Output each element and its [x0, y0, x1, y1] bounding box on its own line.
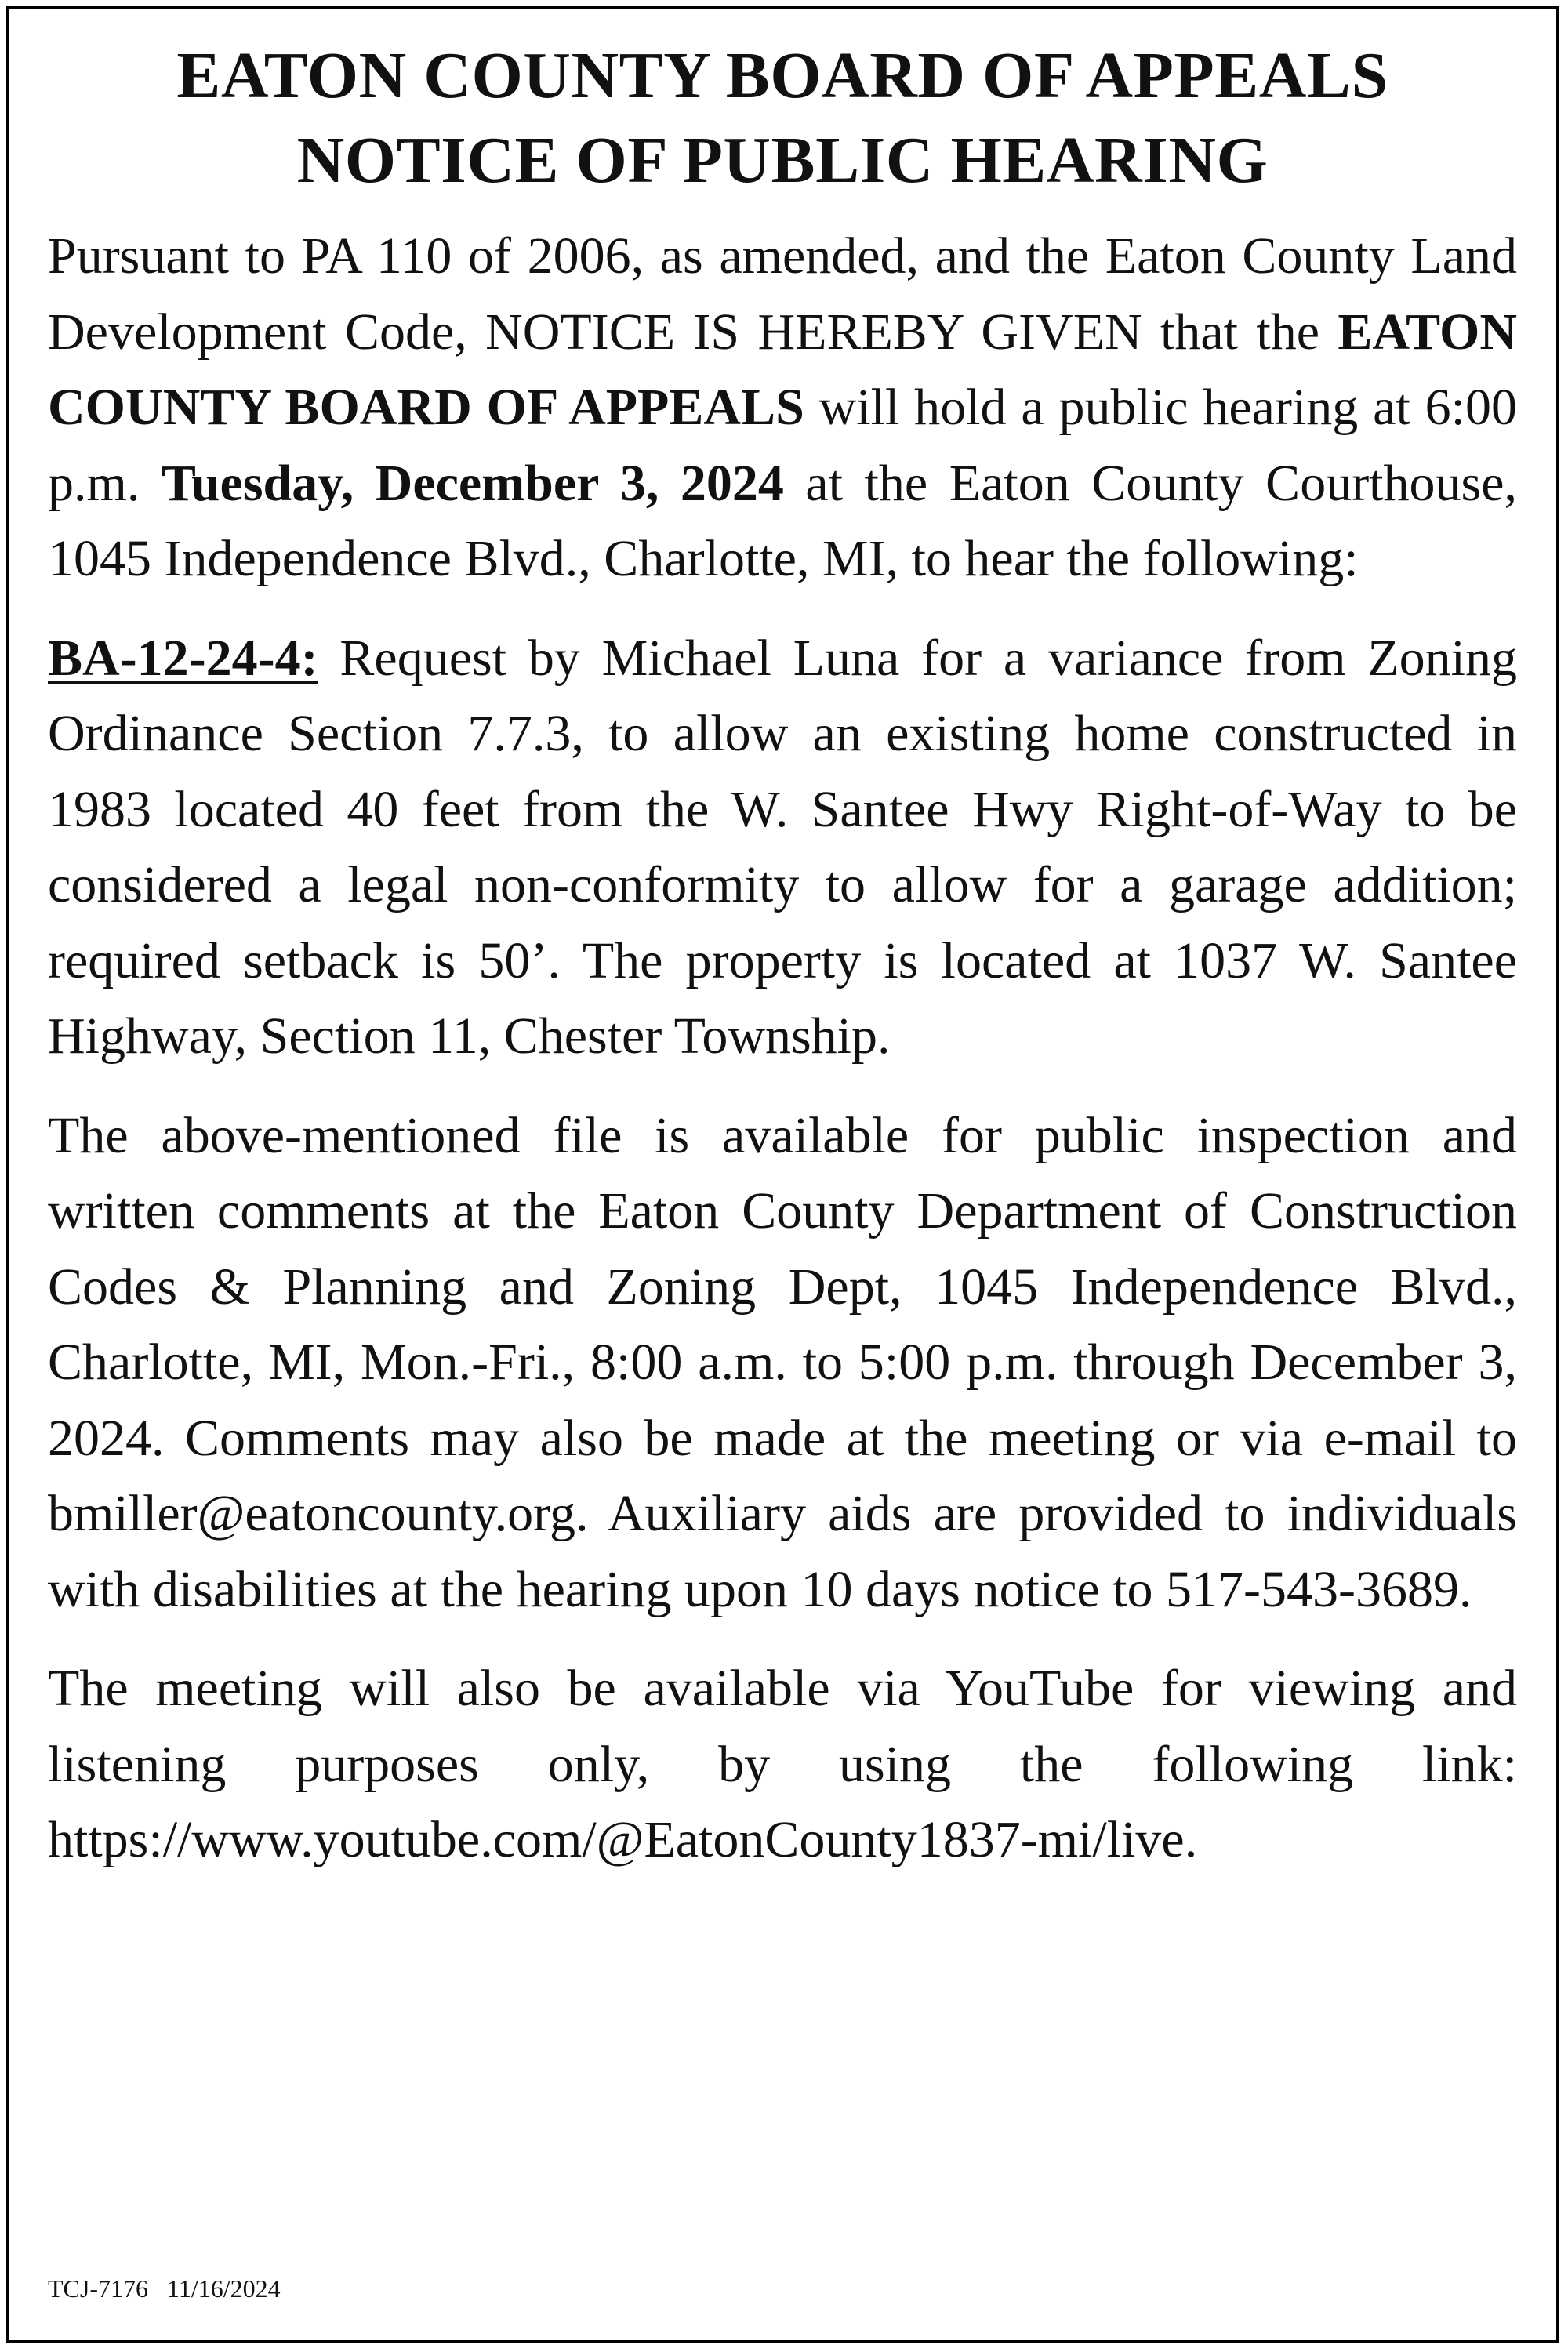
intro-text-3: at the Eaton County Courthouse, 1045 Independence Blvd., Charlotte, MI, to hear the following: — [48, 454, 1517, 587]
case-paragraph — [48, 621, 1517, 1075]
youtube-paragraph: The meeting will also be available via YouTube for viewing and listening purposes only, by using the following link: https://www.youtube.com/@EatonCounty1837-mi/live. — [48, 1660, 1517, 1868]
intro-text-2: will hold a public hearing at 6:00 p.m. — [48, 379, 1517, 512]
hearing-date: Tuesday, December 3, 2024 — [161, 454, 784, 512]
title-line-2: NOTICE OF PUBLIC HEARING — [296, 124, 1269, 197]
notice-footer — [48, 2273, 281, 2304]
footer-date: 11/16/2024 — [167, 2274, 281, 2303]
case-id: BA-12-24-4: — [48, 629, 318, 687]
intro-text-1: Pursuant to PA 110 of 2006, as amended, and the Eaton County Land Development Code, NOTICE IS HEREBY GIVEN that the — [48, 227, 1517, 361]
intro-paragraph — [48, 219, 1517, 597]
notice-title — [48, 34, 1517, 203]
public-notice — [6, 6, 1559, 2343]
inspection-paragraph: The above-mentioned file is available for public inspection and written comments at the Eaton County Department of Construction Codes & Planning and Zoning Dept, 1045 Independence Blvd., Charlotte, MI, Mon.-Fri., 8:00 a.m. to 5:00 p.m. through December 3, 2024. Comments may also be made at the meeting or via e-mail to bmiller@eatoncounty.org. Auxiliary aids are provided to individuals with disabilities at the hearing upon 10 days notice to 517-543-3689. — [48, 1106, 1517, 1618]
title-line-1: EATON COUNTY BOARD OF APPEALS — [176, 39, 1388, 112]
case-description: Request by Michael Luna for a variance from Zoning Ordinance Section 7.7.3, to allow an existing home constructed in 1983 located 40 feet from the W. Santee Hwy Right-of-Way to be considered a legal non-conformity to allow for a garage addition; required setback is 50’. The property is located at 1037 W. Santee Highway, Section 11, Chester Township. — [48, 629, 1517, 1065]
footer-code: TCJ-7176 — [48, 2274, 148, 2303]
board-name: EATON COUNTY BOARD OF APPEALS — [48, 303, 1517, 436]
